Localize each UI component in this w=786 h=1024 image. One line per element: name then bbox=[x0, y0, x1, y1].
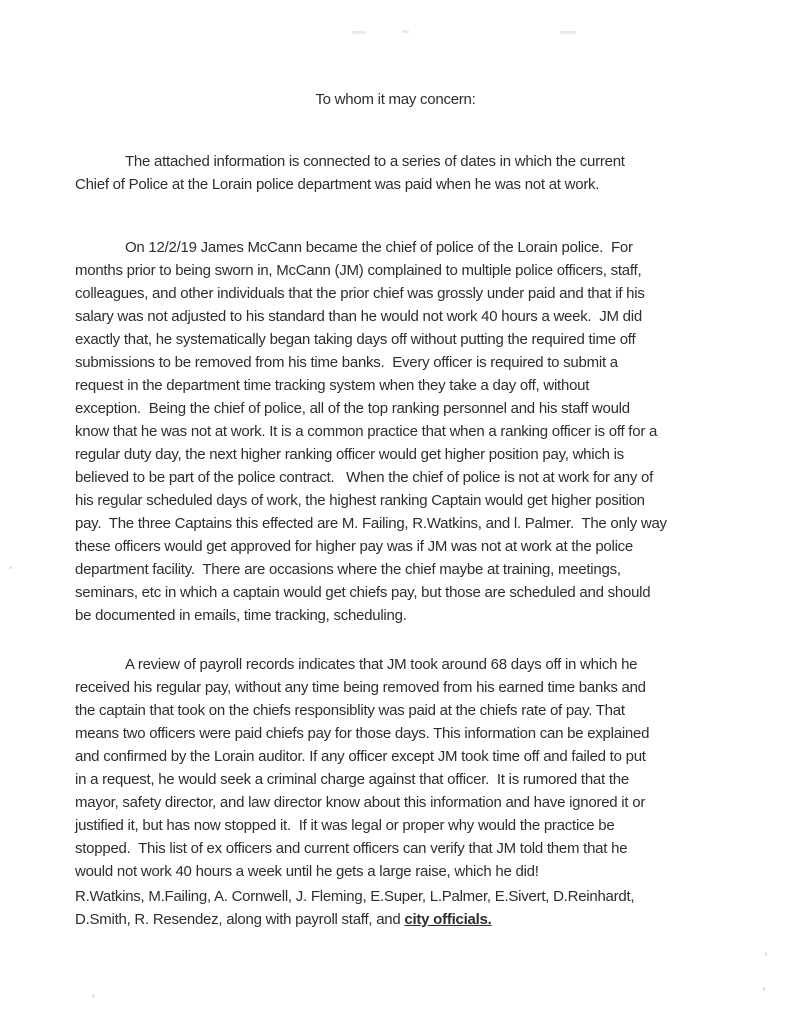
text-line: in a request, he would seek a criminal charge against that officer. It is rumored that the bbox=[75, 771, 629, 788]
text-line: seminars, etc in which a captain would get chiefs pay, but those are scheduled and should bbox=[75, 584, 651, 601]
text-line: The attached information is connected to a series of dates in which the current bbox=[125, 153, 625, 170]
scan-speck bbox=[9, 566, 12, 569]
text-line: would not work 40 hours a week until he gets a large raise, which he did! bbox=[75, 863, 539, 880]
text-line: salary was not adjusted to his standard than he would not work 40 hours a week. JM did bbox=[75, 308, 642, 325]
text-line: know that he was not at work. It is a common practice that when a ranking officer is off for a bbox=[75, 423, 658, 440]
text-line: believed to be part of the police contract. When the chief of police is not at work for any of bbox=[75, 469, 653, 486]
text-line: be documented in emails, time tracking, scheduling. bbox=[75, 607, 407, 624]
text-line: pay. The three Captains this effected are M. Failing, R.Watkins, and l. Palmer. The only way bbox=[75, 515, 667, 532]
text-line: mayor, safety director, and law director know about this information and have ignored it or bbox=[75, 794, 646, 811]
text-line: these officers would get approved for higher pay was if JM was not at work at the police bbox=[75, 538, 634, 555]
paragraph-chief-history bbox=[75, 236, 716, 627]
signatories-line-2 bbox=[75, 908, 716, 931]
salutation: To whom it may concern: bbox=[315, 91, 476, 108]
text-line: exactly that, he systematically began taking days off without putting the required time off bbox=[75, 331, 636, 348]
text-line: colleagues, and other individuals that the prior chief was grossly under paid and that if his bbox=[75, 285, 645, 302]
scan-speck bbox=[92, 994, 95, 998]
text-line: stopped. This list of ex officers and current officers can verify that JM told them that he bbox=[75, 840, 628, 857]
text-line: department facility. There are occasions where the chief maybe at training, meetings, bbox=[75, 561, 621, 578]
text-line: months prior to being sworn in, McCann (JM) complained to multiple police officers, staff, bbox=[75, 262, 642, 279]
text-line: received his regular pay, without any time being removed from his earned time banks and bbox=[75, 679, 646, 696]
text-line: submissions to be removed from his time banks. Every officer is required to submit a bbox=[75, 354, 618, 371]
text-line: request in the department time tracking system when they take a day off, without bbox=[75, 377, 590, 394]
text-line: Chief of Police at the Lorain police department was paid when he was not at work. bbox=[75, 176, 600, 193]
city-officials-emphasis: city officials. bbox=[404, 911, 492, 928]
text-line: the captain that took on the chiefs responsiblity was paid at the chiefs rate of pay. That bbox=[75, 702, 625, 719]
text-line: and confirmed by the Lorain auditor. If any officer except JM took time off and failed to put bbox=[75, 748, 646, 765]
signatories-line-1: R.Watkins, M.Failing, A. Cornwell, J. Fleming, E.Super, L.Palmer, E.Sivert, D.Reinhardt, bbox=[75, 888, 635, 905]
paragraph-intro bbox=[75, 150, 716, 196]
scan-smudge bbox=[560, 31, 576, 34]
scan-smudge bbox=[402, 30, 409, 33]
text-line: exception. Being the chief of police, all of the top ranking personnel and his staff would bbox=[75, 400, 630, 417]
paragraph-payroll-review bbox=[75, 653, 716, 883]
text-line: On 12/2/19 James McCann became the chief of police of the Lorain police. For bbox=[125, 239, 633, 256]
text-line: means two officers were paid chiefs pay for those days. This information can be explained bbox=[75, 725, 650, 742]
scan-smudge bbox=[352, 31, 366, 34]
scan-speck bbox=[765, 952, 767, 956]
signatories-line-2-text: D.Smith, R. Resendez, along with payroll staff, and bbox=[75, 911, 405, 928]
text-line: justified it, but has now stopped it. If it was legal or proper why would the practice be bbox=[75, 817, 615, 834]
signatories-list bbox=[75, 885, 716, 931]
text-line: A review of payroll records indicates that JM took around 68 days off in which he bbox=[125, 656, 638, 673]
text-line: regular duty day, the next higher ranking officer would get higher position pay, which is bbox=[75, 446, 624, 463]
text-line: his regular scheduled days of work, the highest ranking Captain would get higher position bbox=[75, 492, 645, 509]
scan-speck bbox=[763, 987, 765, 991]
